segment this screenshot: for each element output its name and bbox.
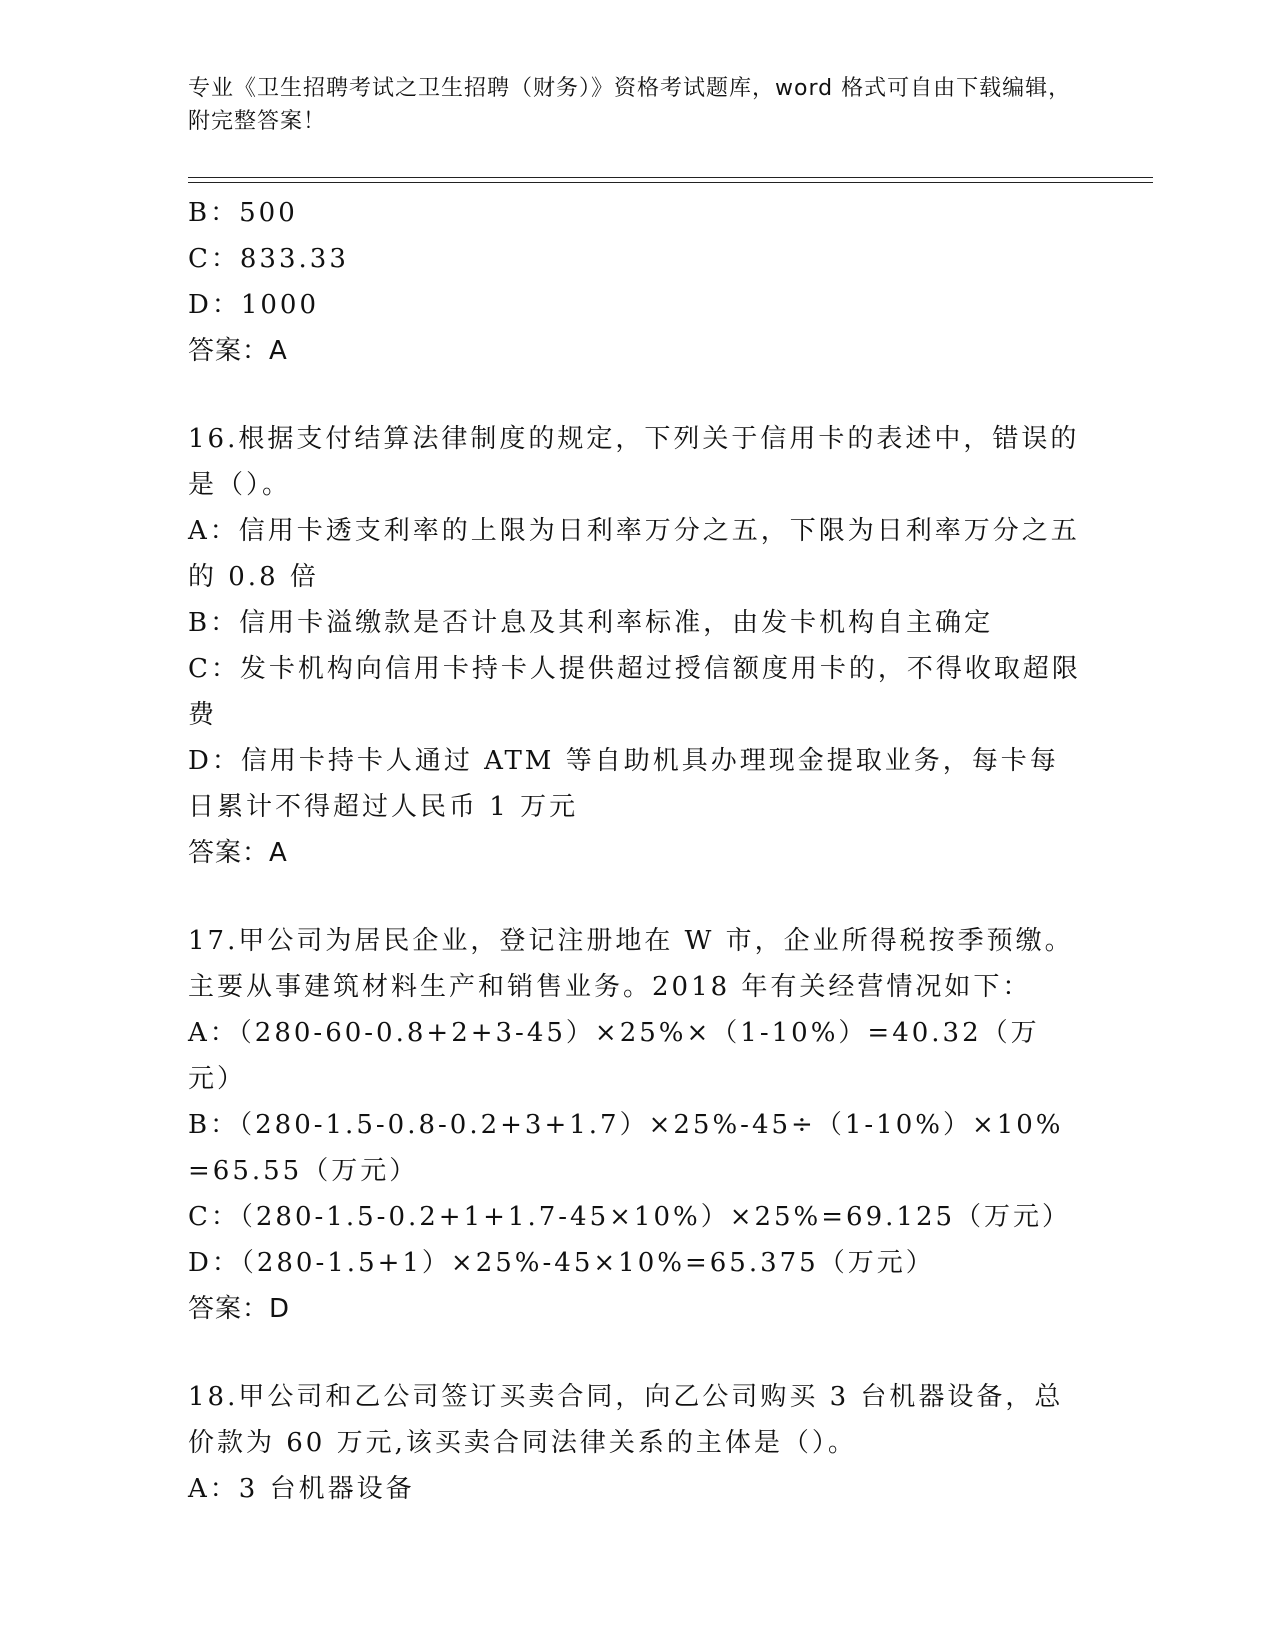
question-16 bbox=[188, 416, 1083, 876]
spacer bbox=[188, 374, 1083, 416]
option-c: C：发卡机构向信用卡持卡人提供超过授信额度用卡的，不得收取超限费 bbox=[188, 654, 1081, 730]
option-b: B：（280-1.5-0.8-0.2+3+1.7）×25%-45÷（1-10%）×10%=65.55（万元） bbox=[188, 1110, 1064, 1186]
document-body bbox=[188, 190, 1083, 1512]
answer-line: 答案：A bbox=[188, 336, 288, 366]
question-17 bbox=[188, 918, 1083, 1332]
option-d: D：（280-1.5+1）×25%-45×10%=65.375（万元） bbox=[188, 1248, 935, 1278]
header-rule-bottom bbox=[188, 182, 1153, 183]
option-d: D：1000 bbox=[188, 290, 320, 320]
header-rule-top bbox=[188, 177, 1153, 178]
option-b: B：信用卡溢缴款是否计息及其利率标准，由发卡机构自主确定 bbox=[188, 608, 994, 638]
spacer bbox=[188, 876, 1083, 918]
spacer bbox=[188, 1332, 1083, 1374]
question-18 bbox=[188, 1374, 1083, 1512]
option-a: A：（280-60-0.8+2+3-45）×25%×（1-10%）=40.32（万元） bbox=[188, 1018, 1040, 1094]
question-stem: 18.甲公司和乙公司签订买卖合同，向乙公司购买 3 台机器设备，总价款为 60 万元,该买卖合同法律关系的主体是（）。 bbox=[188, 1382, 1064, 1458]
option-c: C：833.33 bbox=[188, 244, 349, 274]
answer-line: 答案：D bbox=[188, 1294, 291, 1324]
question-stem: 16.根据支付结算法律制度的规定，下列关于信用卡的表述中，错误的是（）。 bbox=[188, 424, 1080, 500]
option-d: D：信用卡持卡人通过 ATM 等自助机具办理现金提取业务，每卡每日累计不得超过人民币 1 万元 bbox=[188, 746, 1059, 822]
answer-line: 答案：A bbox=[188, 838, 288, 868]
option-a: A：3 台机器设备 bbox=[188, 1474, 415, 1504]
option-b: B：500 bbox=[188, 198, 298, 228]
option-c: C：（280-1.5-0.2+1+1.7-45×10%）×25%=69.125（万元） bbox=[188, 1202, 1072, 1232]
question-stem: 17.甲公司为居民企业，登记注册地在 W 市，企业所得税按季预缴。主要从事建筑材料生产和销售业务。2018 年有关经营情况如下： bbox=[188, 926, 1074, 1002]
document-header: 专业《卫生招聘考试之卫生招聘（财务）》资格考试题库，word 格式可自由下载编辑，附完整答案！ bbox=[188, 76, 1072, 134]
previous-question bbox=[188, 190, 1083, 374]
option-a: A：信用卡透支利率的上限为日利率万分之五，下限为日利率万分之五的 0.8 倍 bbox=[188, 516, 1080, 592]
